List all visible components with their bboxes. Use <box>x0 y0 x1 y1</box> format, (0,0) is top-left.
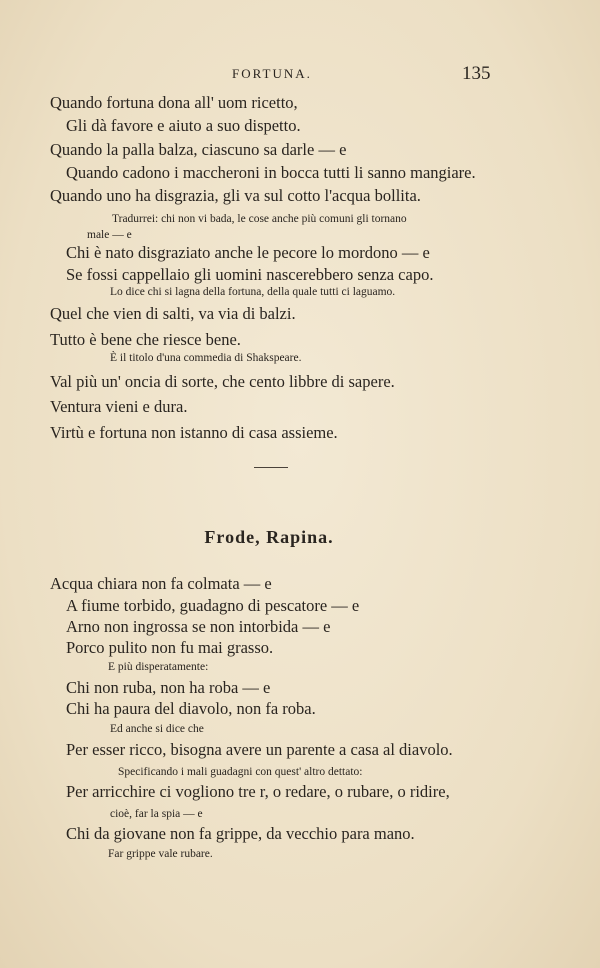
proverb-line: Chi non ruba, non ha roba — e <box>66 678 271 697</box>
proverb-line: Tutto è bene che riesce bene. <box>50 330 241 349</box>
commentary-note: Specificando i mali guadagni con quest' altro dettato: <box>118 766 363 778</box>
section-divider <box>254 467 288 468</box>
proverb-line: Gli dà favore e aiuto a suo dispetto. <box>66 116 301 135</box>
proverb-line: Quando fortuna dona all' uom ricetto, <box>50 93 298 112</box>
proverb-line: Se fossi cappellaio gli uomini nascerebbero senza capo. <box>66 265 434 284</box>
commentary-note: Far grippe vale rubare. <box>108 848 213 860</box>
proverb-line: Porco pulito non fu mai grasso. <box>66 638 274 657</box>
proverb-line: Quel che vien di salti, va via di balzi. <box>50 304 296 323</box>
commentary-note: Ed anche si dice che <box>110 723 204 735</box>
proverb-line: Val più un' oncia di sorte, che cento libbre di sapere. <box>50 372 395 391</box>
commentary-note: male — e <box>87 229 132 241</box>
proverb-line: Chi da giovane non fa grippe, da vecchio para mano. <box>66 824 415 843</box>
commentary-note: È il titolo d'una commedia di Shakspeare. <box>110 352 302 364</box>
proverb-line: Quando cadono i maccheroni in bocca tutti li sanno mangiare. <box>66 163 476 182</box>
page-number: 135 <box>462 63 491 84</box>
proverb-line: A fiume torbido, guadagno di pescatore — e <box>66 596 360 615</box>
proverb-line: Chi è nato disgraziato anche le pecore lo mordono — e <box>66 243 430 262</box>
commentary-note: cioè, far la spia — e <box>110 808 203 820</box>
section-title: Frode, Rapina. <box>204 527 334 547</box>
proverb-line: Chi ha paura del diavolo, non fa roba. <box>66 699 316 718</box>
proverb-line: Per esser ricco, bisogna avere un parente a casa al diavolo. <box>66 740 453 759</box>
page-header <box>0 63 600 86</box>
commentary-note: Lo dice chi si lagna della fortuna, della quale tutti ci laguamo. <box>110 286 396 298</box>
proverb-line: Per arricchire ci vogliono tre r, o redare, o rubare, o ridire, <box>66 782 450 801</box>
proverb-line: Ventura vieni e dura. <box>50 397 188 416</box>
commentary-note: Tradurrei: chi non vi bada, le cose anche più comuni gli tornano <box>112 213 407 225</box>
proverb-line: Virtù e fortuna non istanno di casa assieme. <box>50 423 338 442</box>
commentary-note: E più disperatamente: <box>108 661 209 673</box>
running-head: FORTUNA. <box>232 66 312 81</box>
proverb-line: Quando uno ha disgrazia, gli va sul cotto l'acqua bollita. <box>50 186 421 205</box>
proverb-line: Acqua chiara non fa colmata — e <box>50 574 272 593</box>
proverb-line: Arno non ingrossa se non intorbida — e <box>66 617 331 636</box>
proverb-line: Quando la palla balza, ciascuno sa darle — e <box>50 140 347 159</box>
